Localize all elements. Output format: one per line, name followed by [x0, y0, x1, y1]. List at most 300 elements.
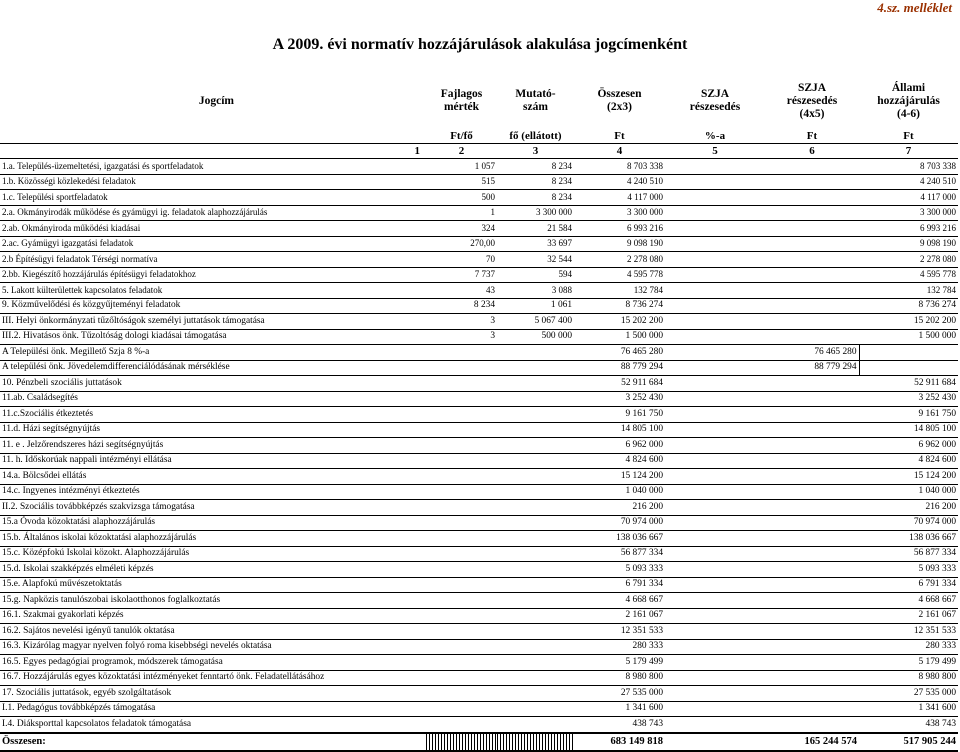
- table-row: [0, 686, 958, 702]
- row-mutatoszam: [497, 407, 574, 423]
- row-allami: 216 200: [859, 500, 958, 516]
- units-row: [0, 129, 958, 144]
- table-row: [0, 298, 958, 314]
- row-fajlagos: 270,00: [426, 236, 497, 252]
- row-szja: [765, 391, 859, 407]
- colnum-cell: 5: [665, 144, 765, 159]
- row-name: 9. Közművelődési és közgyűjteményi feladatok: [0, 298, 426, 314]
- header-jogcim: Jogcím: [198, 94, 234, 107]
- annex-label: 4.sz. melléklet: [877, 0, 952, 15]
- colnum-cell: 4: [574, 144, 665, 159]
- row-fajlagos: [426, 593, 497, 609]
- row-mutatoszam: 8 234: [497, 190, 574, 206]
- table-row: [0, 608, 958, 624]
- row-mutatoszam: 21 584: [497, 221, 574, 237]
- row-osszesen: 5 179 499: [574, 655, 665, 671]
- total-label: Összesen:: [0, 733, 426, 751]
- row-name: III. Helyi önkormányzati tűzőltóságok személyi juttatások támogatása: [0, 314, 426, 330]
- row-szja-pct: [665, 717, 765, 733]
- row-allami: 52 911 684: [859, 376, 958, 392]
- row-osszesen: 2 278 080: [574, 252, 665, 268]
- row-szja-pct: [665, 236, 765, 252]
- row-name: 16.1. Szakmai gyakorlati képzés: [0, 608, 426, 624]
- row-name: 2.ac. Gyámügyi igazgatási feladatok: [0, 236, 426, 252]
- row-szja-pct: [665, 515, 765, 531]
- table-row: [0, 376, 958, 392]
- row-szja-pct: [665, 639, 765, 655]
- table-row: [0, 205, 958, 221]
- row-szja-pct: [665, 562, 765, 578]
- table-row: [0, 624, 958, 640]
- header-fajlagos: Fajlagos mérték: [440, 88, 483, 113]
- row-szja: [765, 422, 859, 438]
- row-name: 17. Szociális juttatások, egyéb szolgáltatások: [0, 686, 426, 702]
- header-osszesen: Összesen (2x3): [597, 88, 642, 113]
- row-allami: [859, 360, 958, 376]
- table-row: [0, 593, 958, 609]
- row-allami: 15 124 200: [859, 469, 958, 485]
- row-osszesen: 8 703 338: [574, 159, 665, 175]
- row-szja: [765, 593, 859, 609]
- row-name: 2.bb. Kiegészítő hozzájárulás építésügyi feladatokhoz: [0, 267, 426, 283]
- row-name: 1.a. Település-üzemeltetési, igazgatási és sportfeladatok: [0, 159, 426, 175]
- column-number-row: [0, 144, 958, 159]
- table-row: [0, 717, 958, 733]
- row-szja: [765, 205, 859, 221]
- row-mutatoszam: [497, 624, 574, 640]
- unit-cell: Ft: [574, 129, 665, 144]
- row-fajlagos: [426, 670, 497, 686]
- total-row: [0, 733, 958, 751]
- row-allami: 1 040 000: [859, 484, 958, 500]
- row-fajlagos: [426, 624, 497, 640]
- table-row: [0, 655, 958, 671]
- row-szja: [765, 670, 859, 686]
- unit-cell: fő (ellátott): [497, 129, 574, 144]
- row-szja: [765, 407, 859, 423]
- colnum-cell: 7: [859, 144, 958, 159]
- table-row: [0, 562, 958, 578]
- row-name: 11.c.Szociális étkeztetés: [0, 407, 426, 423]
- row-szja: [765, 190, 859, 206]
- row-mutatoszam: [497, 376, 574, 392]
- table-body: [0, 159, 958, 733]
- row-szja-pct: [665, 252, 765, 268]
- table-row: [0, 515, 958, 531]
- row-fajlagos: [426, 391, 497, 407]
- row-allami: 6 993 216: [859, 221, 958, 237]
- row-name: 2.a. Okmányirodák működése és gyámügyi ig. feladatok alaphozzájárulás: [0, 205, 426, 221]
- row-allami: 12 351 533: [859, 624, 958, 640]
- page-title: A 2009. évi normatív hozzájárulások alakulása jogcímenként: [272, 36, 688, 53]
- row-name: 11. e . Jelzőrendszeres házi segítségnyújtás: [0, 438, 426, 454]
- row-name: 2.ab. Okmányiroda működési kiadásai: [0, 221, 426, 237]
- row-szja: [765, 221, 859, 237]
- row-mutatoszam: [497, 717, 574, 733]
- row-allami: 56 877 334: [859, 546, 958, 562]
- row-mutatoszam: [497, 639, 574, 655]
- table-row: [0, 329, 958, 345]
- row-fajlagos: [426, 546, 497, 562]
- row-name: 1.b. Közösségi közlekedési feladatok: [0, 174, 426, 190]
- row-szja: [765, 531, 859, 547]
- row-mutatoszam: [497, 701, 574, 717]
- table-row: [0, 422, 958, 438]
- row-szja: [765, 717, 859, 733]
- colnum-cell: 2: [426, 144, 497, 159]
- row-fajlagos: [426, 376, 497, 392]
- row-osszesen: 1 040 000: [574, 484, 665, 500]
- row-name: I.1. Pedagógus továbbképzés támogatása: [0, 701, 426, 717]
- row-allami: 4 117 000: [859, 190, 958, 206]
- row-szja-pct: [665, 159, 765, 175]
- row-name: A települési önk. Jövedelemdifferenciálódásának mérséklése: [0, 360, 426, 376]
- row-szja: [765, 608, 859, 624]
- table-row: [0, 407, 958, 423]
- row-mutatoszam: [497, 484, 574, 500]
- row-name: 15.g. Napközis tanulószobai iskolaotthonos foglalkoztatás: [0, 593, 426, 609]
- row-mutatoszam: [497, 686, 574, 702]
- total-szja: 165 244 574: [765, 733, 859, 751]
- row-fajlagos: [426, 577, 497, 593]
- row-name: A Települési önk. Megillető Szja 8 %-a: [0, 345, 426, 361]
- row-osszesen: 8 980 800: [574, 670, 665, 686]
- row-fajlagos: [426, 345, 497, 361]
- unit-cell: Ft/fő: [426, 129, 497, 144]
- row-allami: 438 743: [859, 717, 958, 733]
- row-szja-pct: [665, 531, 765, 547]
- row-mutatoszam: [497, 500, 574, 516]
- row-allami: 1 341 600: [859, 701, 958, 717]
- row-allami: 1 500 000: [859, 329, 958, 345]
- row-name: 16.7. Hozzájárulás egyes közoktatási intézményeket fenntartó önk. Feladatellátásához: [0, 670, 426, 686]
- row-mutatoszam: [497, 577, 574, 593]
- table-row: [0, 221, 958, 237]
- row-osszesen: 1 341 600: [574, 701, 665, 717]
- row-name: 1.c. Települési sportfeladatok: [0, 190, 426, 206]
- row-fajlagos: [426, 484, 497, 500]
- row-szja: [765, 515, 859, 531]
- row-mutatoszam: [497, 391, 574, 407]
- row-allami: 8 736 274: [859, 298, 958, 314]
- row-fajlagos: [426, 360, 497, 376]
- row-szja: [765, 562, 859, 578]
- total-allami: 517 905 244: [859, 733, 958, 751]
- row-mutatoszam: 5 067 400: [497, 314, 574, 330]
- row-szja: [765, 283, 859, 299]
- row-fajlagos: 8 234: [426, 298, 497, 314]
- row-osszesen: 1 500 000: [574, 329, 665, 345]
- row-mutatoszam: 1 061: [497, 298, 574, 314]
- row-szja: [765, 639, 859, 655]
- row-allami: 4 240 510: [859, 174, 958, 190]
- row-allami: 14 805 100: [859, 422, 958, 438]
- row-mutatoszam: [497, 469, 574, 485]
- row-szja-pct: [665, 593, 765, 609]
- row-szja-pct: [665, 453, 765, 469]
- row-szja-pct: [665, 407, 765, 423]
- header-allami: Állami hozzájárulás (4-6): [877, 81, 940, 120]
- row-name: 15.b. Általános iskolai közoktatási alaphozzájárulás: [0, 531, 426, 547]
- row-mutatoszam: [497, 531, 574, 547]
- row-fajlagos: 500: [426, 190, 497, 206]
- row-szja-pct: [665, 205, 765, 221]
- row-mutatoszam: 594: [497, 267, 574, 283]
- row-mutatoszam: [497, 593, 574, 609]
- row-fajlagos: 1: [426, 205, 497, 221]
- row-name: 11.d. Házi segítségnyújtás: [0, 422, 426, 438]
- normative-table: [0, 73, 958, 752]
- row-mutatoszam: 3 300 000: [497, 205, 574, 221]
- row-fajlagos: [426, 531, 497, 547]
- row-szja-pct: [665, 283, 765, 299]
- row-osszesen: 8 736 274: [574, 298, 665, 314]
- row-osszesen: 4 668 667: [574, 593, 665, 609]
- row-allami: 2 161 067: [859, 608, 958, 624]
- table-row: [0, 701, 958, 717]
- row-allami: 5 093 333: [859, 562, 958, 578]
- row-mutatoszam: [497, 655, 574, 671]
- table-row: [0, 670, 958, 686]
- row-szja: [765, 686, 859, 702]
- row-osszesen: 15 202 200: [574, 314, 665, 330]
- row-szja-pct: [665, 360, 765, 376]
- row-allami: 4 824 600: [859, 453, 958, 469]
- row-allami: 5 179 499: [859, 655, 958, 671]
- row-szja: [765, 329, 859, 345]
- colnum-cell: 1: [0, 144, 426, 159]
- row-szja: [765, 174, 859, 190]
- row-mutatoszam: [497, 438, 574, 454]
- table-row: [0, 639, 958, 655]
- row-szja-pct: [665, 577, 765, 593]
- row-szja-pct: [665, 345, 765, 361]
- row-osszesen: 88 779 294: [574, 360, 665, 376]
- row-szja: [765, 500, 859, 516]
- row-allami: 9 161 750: [859, 407, 958, 423]
- colnum-cell: 6: [765, 144, 859, 159]
- row-allami: 9 098 190: [859, 236, 958, 252]
- table-row: [0, 546, 958, 562]
- row-szja-pct: [665, 391, 765, 407]
- row-fajlagos: 3: [426, 329, 497, 345]
- row-szja: [765, 267, 859, 283]
- table-row: [0, 267, 958, 283]
- row-szja: [765, 298, 859, 314]
- row-osszesen: 6 962 000: [574, 438, 665, 454]
- hatch-fill: [497, 733, 574, 751]
- row-fajlagos: 1 057: [426, 159, 497, 175]
- row-name: 11. h. Időskorúak nappali intézményi ellátása: [0, 453, 426, 469]
- row-fajlagos: [426, 686, 497, 702]
- row-szja-pct: [665, 314, 765, 330]
- row-fajlagos: 70: [426, 252, 497, 268]
- row-osszesen: 4 824 600: [574, 453, 665, 469]
- row-name: 16.5. Egyes pedagógiai programok, módszerek támogatása: [0, 655, 426, 671]
- row-fajlagos: [426, 639, 497, 655]
- row-allami: 3 252 430: [859, 391, 958, 407]
- row-allami: 15 202 200: [859, 314, 958, 330]
- row-mutatoszam: [497, 360, 574, 376]
- row-name: 14.c. Ingyenes intézményi étkeztetés: [0, 484, 426, 500]
- row-fajlagos: [426, 500, 497, 516]
- row-fajlagos: 7 737: [426, 267, 497, 283]
- row-osszesen: 280 333: [574, 639, 665, 655]
- row-szja: [765, 236, 859, 252]
- table-row: [0, 159, 958, 175]
- row-name: 15.e. Alapfokú művészetoktatás: [0, 577, 426, 593]
- row-szja: [765, 453, 859, 469]
- row-szja: [765, 376, 859, 392]
- row-szja-pct: [665, 500, 765, 516]
- row-szja-pct: [665, 190, 765, 206]
- row-name: III.2. Hivatásos önk. Tűzoltóság dologi kiadásai támogatása: [0, 329, 426, 345]
- row-osszesen: 3 300 000: [574, 205, 665, 221]
- row-szja-pct: [665, 701, 765, 717]
- row-szja: [765, 314, 859, 330]
- row-szja-pct: [665, 298, 765, 314]
- row-szja: [765, 577, 859, 593]
- row-osszesen: 3 252 430: [574, 391, 665, 407]
- row-name: 11.ab. Családsegítés: [0, 391, 426, 407]
- row-szja-pct: [665, 546, 765, 562]
- row-allami: 6 791 334: [859, 577, 958, 593]
- row-allami: 8 980 800: [859, 670, 958, 686]
- row-fajlagos: 324: [426, 221, 497, 237]
- row-szja-pct: [665, 422, 765, 438]
- row-szja-pct: [665, 438, 765, 454]
- row-osszesen: 2 161 067: [574, 608, 665, 624]
- row-osszesen: 56 877 334: [574, 546, 665, 562]
- table-row: [0, 500, 958, 516]
- row-mutatoszam: [497, 345, 574, 361]
- table-row: [0, 531, 958, 547]
- row-szja: [765, 546, 859, 562]
- row-osszesen: 76 465 280: [574, 345, 665, 361]
- row-name: 5. Lakott külterülettek kapcsolatos feladatok: [0, 283, 426, 299]
- row-osszesen: 6 993 216: [574, 221, 665, 237]
- table-row: [0, 174, 958, 190]
- row-osszesen: 70 974 000: [574, 515, 665, 531]
- table-row: [0, 469, 958, 485]
- row-mutatoszam: 32 544: [497, 252, 574, 268]
- row-osszesen: 9 161 750: [574, 407, 665, 423]
- row-allami: 4 595 778: [859, 267, 958, 283]
- row-allami: 132 784: [859, 283, 958, 299]
- row-fajlagos: [426, 422, 497, 438]
- row-osszesen: 14 805 100: [574, 422, 665, 438]
- header-szja-4x5: SZJA részesedés (4x5): [786, 81, 838, 120]
- table-row: [0, 314, 958, 330]
- table-row: [0, 453, 958, 469]
- table-row: [0, 391, 958, 407]
- row-szja-pct: [665, 624, 765, 640]
- row-mutatoszam: [497, 546, 574, 562]
- row-osszesen: 5 093 333: [574, 562, 665, 578]
- row-fajlagos: [426, 701, 497, 717]
- row-mutatoszam: 8 234: [497, 159, 574, 175]
- row-name: 2.b Építésügyi feladatok Térségi normatíva: [0, 252, 426, 268]
- hatch-fill: [426, 733, 497, 751]
- row-fajlagos: [426, 453, 497, 469]
- table-row: [0, 236, 958, 252]
- row-mutatoszam: [497, 453, 574, 469]
- header-mutatoszam: Mutató- szám: [515, 88, 556, 113]
- row-szja-pct: [665, 608, 765, 624]
- row-allami: 280 333: [859, 639, 958, 655]
- table-row: [0, 438, 958, 454]
- row-mutatoszam: 3 088: [497, 283, 574, 299]
- row-osszesen: 4 117 000: [574, 190, 665, 206]
- row-osszesen: 15 124 200: [574, 469, 665, 485]
- unit-cell: Ft: [859, 129, 958, 144]
- row-name: 14.a. Bölcsődei ellátás: [0, 469, 426, 485]
- row-szja-pct: [665, 174, 765, 190]
- row-szja: [765, 484, 859, 500]
- row-osszesen: 12 351 533: [574, 624, 665, 640]
- table-row: [0, 345, 958, 361]
- row-szja: [765, 159, 859, 175]
- row-mutatoszam: [497, 608, 574, 624]
- row-allami: [859, 345, 958, 361]
- table-row: [0, 360, 958, 376]
- row-mutatoszam: [497, 562, 574, 578]
- row-mutatoszam: 500 000: [497, 329, 574, 345]
- row-szja-pct: [665, 670, 765, 686]
- row-szja: [765, 252, 859, 268]
- row-fajlagos: [426, 469, 497, 485]
- total-osszesen: 683 149 818: [574, 733, 665, 751]
- row-osszesen: 4 240 510: [574, 174, 665, 190]
- table-row: [0, 252, 958, 268]
- row-szja: [765, 655, 859, 671]
- row-allami: 4 668 667: [859, 593, 958, 609]
- row-fajlagos: 515: [426, 174, 497, 190]
- row-name: 16.2. Sajátos nevelési igényű tanulók oktatása: [0, 624, 426, 640]
- row-mutatoszam: [497, 670, 574, 686]
- row-name: 15.d. Iskolai szakképzés elméleti képzés: [0, 562, 426, 578]
- row-fajlagos: [426, 515, 497, 531]
- row-allami: 3 300 000: [859, 205, 958, 221]
- row-mutatoszam: [497, 422, 574, 438]
- row-osszesen: 52 911 684: [574, 376, 665, 392]
- row-name: 16.3. Kizárólag magyar nyelven folyó roma kisebbségi nevelés oktatása: [0, 639, 426, 655]
- row-szja-pct: [665, 376, 765, 392]
- row-name: 15.c. Középfokú Iskolai közokt. Alaphozzájárulás: [0, 546, 426, 562]
- row-fajlagos: 3: [426, 314, 497, 330]
- row-fajlagos: [426, 407, 497, 423]
- row-allami: 8 703 338: [859, 159, 958, 175]
- row-allami: 6 962 000: [859, 438, 958, 454]
- row-name: II.2. Szociális továbbképzés szakvizsga támogatása: [0, 500, 426, 516]
- row-szja-pct: [665, 686, 765, 702]
- total-empty: [665, 733, 765, 751]
- row-mutatoszam: 33 697: [497, 236, 574, 252]
- row-szja-pct: [665, 329, 765, 345]
- row-szja-pct: [665, 267, 765, 283]
- row-szja-pct: [665, 655, 765, 671]
- row-szja: 76 465 280: [765, 345, 859, 361]
- row-fajlagos: [426, 438, 497, 454]
- row-osszesen: 27 535 000: [574, 686, 665, 702]
- row-osszesen: 138 036 667: [574, 531, 665, 547]
- row-osszesen: 9 098 190: [574, 236, 665, 252]
- header-szja-reszesedes: SZJA részesedés: [689, 88, 741, 113]
- unit-cell: %-a: [665, 129, 765, 144]
- row-mutatoszam: [497, 515, 574, 531]
- row-osszesen: 438 743: [574, 717, 665, 733]
- row-szja: [765, 624, 859, 640]
